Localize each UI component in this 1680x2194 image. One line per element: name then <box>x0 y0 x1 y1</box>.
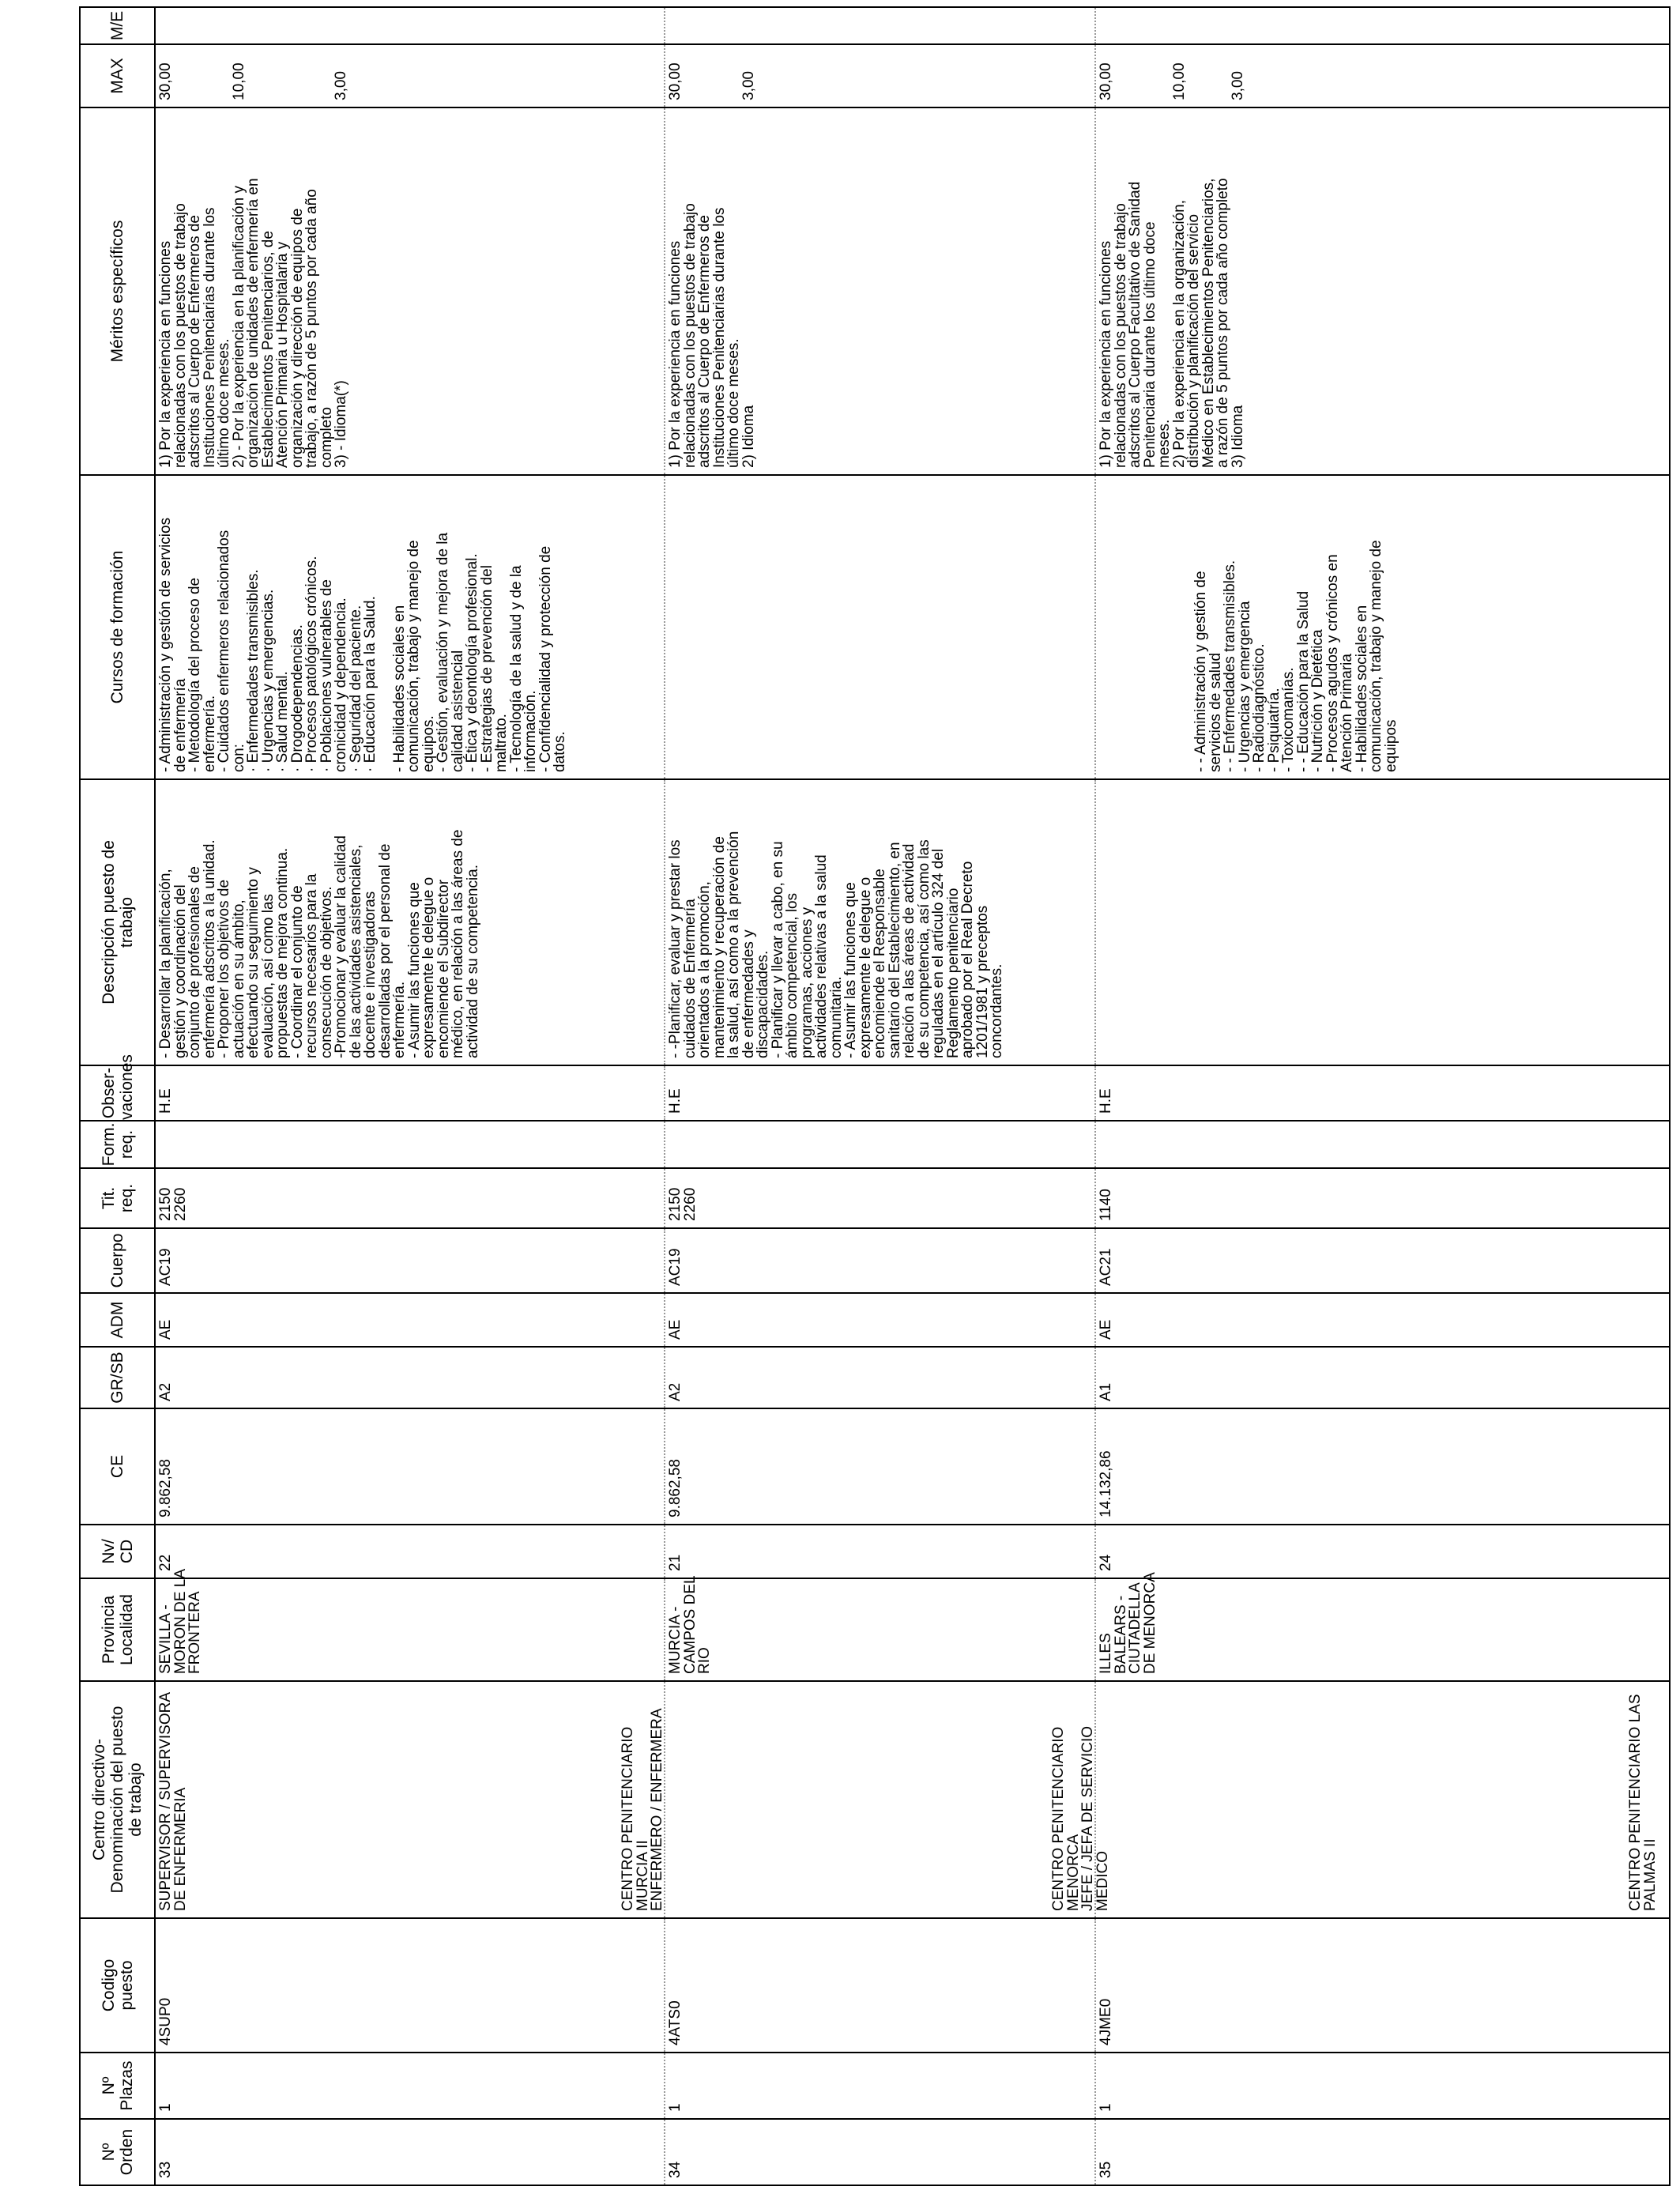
text-line: información. <box>522 690 539 772</box>
text-line: Tit. <box>99 1186 118 1210</box>
text-line: 1) Por la experiencia en funciones <box>157 240 174 468</box>
cell-provincia <box>1095 1572 1670 1681</box>
cell-ce: 14.132,86 <box>1095 1408 1670 1525</box>
spacer <box>1158 51 1173 100</box>
cell-obs: H.E <box>155 1065 665 1121</box>
text-line: adscritos al Cuerpo Facultativo de Sanidad <box>1127 181 1143 468</box>
col-tit <box>80 1168 155 1228</box>
text-line: MENORCA <box>1064 1834 1082 1911</box>
text-line: relacionadas con los puestos de trabajo <box>171 203 189 468</box>
cell-codigo: 4ATS0 <box>665 1918 1095 2053</box>
max-value: 3,00 <box>740 71 757 100</box>
cell-nivel: 22 <box>155 1525 665 1578</box>
text-line: discapacidades. <box>755 950 771 1058</box>
text-line: Penitenciaria durante los último doce <box>1141 221 1158 468</box>
text-line: reguladas en el artículo 324 del <box>930 848 947 1058</box>
text-line: sanitario del Establecimiento, en <box>886 842 903 1058</box>
text-line: FRONTERA <box>186 1591 203 1674</box>
text-line: 2) Idioma <box>740 405 757 468</box>
text-line: · Seguridad del paciente. <box>347 605 364 772</box>
text-line: Codigo <box>99 1958 118 2012</box>
cell-provincia <box>665 1575 1095 1681</box>
text-line: de las actividades asistenciales, <box>347 844 364 1058</box>
text-line: ILLES <box>1098 1633 1114 1674</box>
centro-header <box>1052 1688 1081 1911</box>
spacer <box>684 51 699 100</box>
text-line: - Proponer los objetivos de <box>216 879 232 1058</box>
cell-descripcion <box>665 779 1095 1065</box>
cell-ce: 9.862,58 <box>155 1408 665 1525</box>
cell-centro <box>620 1681 1095 1918</box>
text-line: - Gestión, evaluación y mejora de la <box>435 532 451 772</box>
table-row <box>155 7 665 2185</box>
text-line: 2150 <box>157 1187 174 1221</box>
puestos-table <box>79 6 1671 2186</box>
text-line: SUPERVISOR / SUPERVISORA <box>157 1692 174 1911</box>
text-line: servicios de salud <box>1207 652 1224 772</box>
col-obs <box>80 1054 155 1121</box>
col-max <box>80 44 155 107</box>
max-value: 3,00 <box>333 71 349 100</box>
max-value: 10,00 <box>230 62 247 100</box>
text-line: propuestas de mejora continua. <box>274 847 291 1058</box>
text-line: meses. <box>1156 419 1173 468</box>
text-line: · Procesos patológicos crónicos. <box>303 556 320 772</box>
text-line: · Urgencias y emergencias. <box>259 589 277 772</box>
text-line: vaciones <box>117 1054 136 1120</box>
cell-meritos <box>155 107 665 475</box>
cell-plazas: 1 <box>1095 2053 1670 2119</box>
text-line: Plazas <box>117 2060 136 2111</box>
text-line: adscritos al Cuerpo de Enfermeros de <box>186 215 203 468</box>
max-value: 10,00 <box>1170 62 1188 100</box>
spacer <box>698 51 713 100</box>
text-line: - Tecnología de la salud y de la <box>507 565 525 772</box>
cell-adm: AE <box>665 1293 1095 1347</box>
rotated-table-container <box>79 8 1667 2186</box>
cell-grsb: A1 <box>1095 1347 1670 1408</box>
text-line: de enfermedades y <box>740 929 757 1058</box>
spacer <box>247 51 262 100</box>
text-line: Form. <box>99 1122 118 1167</box>
cell-cursos <box>665 475 1095 779</box>
text-line: relacionadas con los puestos de trabajo <box>1112 203 1129 468</box>
text-line: CAMPOS DEL <box>681 1575 699 1674</box>
text-line: M/E <box>108 10 126 41</box>
spacer <box>1128 51 1143 100</box>
text-line: organización de unidades de enfermería en <box>245 178 262 468</box>
text-line: trabajo <box>117 896 136 948</box>
cell-orden: 34 <box>665 2119 1095 2185</box>
spacer <box>1216 51 1231 100</box>
text-line: orientados a la promoción, <box>696 881 713 1058</box>
text-line: puesto <box>117 1960 136 2011</box>
text-line: a razón de 5 puntos por cada año completo <box>1215 178 1231 468</box>
text-line: consecución de objetivos. <box>318 886 335 1058</box>
cell-me <box>155 7 665 44</box>
text-line: 2260 <box>171 1187 189 1221</box>
cell-max <box>155 44 665 107</box>
header-row <box>80 7 155 2185</box>
text-line: Provincia <box>99 1595 118 1664</box>
spacer <box>276 51 291 100</box>
col-adm <box>80 1293 155 1347</box>
cell-tit <box>155 1168 665 1228</box>
text-line: MORON DE LA <box>171 1568 189 1674</box>
col-form <box>80 1121 155 1168</box>
text-line: SEVILLA - <box>157 1604 174 1674</box>
text-line: Descripción puesto de <box>99 840 118 1005</box>
text-line: último doce meses. <box>216 338 232 468</box>
cell-ce: 9.862,58 <box>665 1408 1095 1525</box>
text-line: médico, en relación a las áreas de <box>450 829 466 1058</box>
text-line: - Toxicomanías. <box>1280 667 1297 772</box>
text-line: CENTRO PENITENCIARIO <box>620 1726 636 1911</box>
text-line: enfermería. <box>201 695 218 772</box>
text-line: Atención Primaria u Hospitalaria y <box>274 241 291 468</box>
text-line: - Habilidades sociales en <box>390 605 408 772</box>
text-line: comunitaria. <box>827 976 845 1058</box>
table-row <box>1095 7 1670 2185</box>
text-line: 2150 <box>667 1187 684 1221</box>
text-line: - - Enfermedades transmisibles. <box>1222 560 1238 772</box>
text-line: equipos. <box>420 715 437 772</box>
text-line: PALMAS II <box>1641 1838 1659 1911</box>
text-line: Instituciones Penitenciarias durante los <box>201 207 218 468</box>
cell-me <box>665 7 1095 44</box>
cell-grsb: A2 <box>155 1347 665 1408</box>
text-line: encomiende el Responsable <box>872 869 888 1058</box>
text-line: expresamente le delegue o <box>420 876 437 1058</box>
text-line: MURCIA II <box>634 1840 651 1911</box>
col-nivel <box>80 1525 155 1578</box>
cell-orden: 35 <box>1095 2119 1670 2185</box>
text-line: Localidad <box>117 1594 136 1665</box>
text-line: CD <box>117 1539 136 1564</box>
cell-descripcion <box>155 779 665 1065</box>
text-line: 3) - Idioma(*) <box>333 380 349 468</box>
cell-orden: 33 <box>155 2119 665 2185</box>
text-line: - Confidencialidad y protección de <box>537 545 554 772</box>
max-value: 3,00 <box>1229 71 1246 100</box>
col-centro <box>80 1681 155 1918</box>
col-cursos <box>80 475 155 779</box>
cell-max <box>665 44 1095 107</box>
spacer <box>727 51 742 100</box>
text-line: · Salud mental. <box>274 671 291 772</box>
cell-me <box>1095 7 1670 44</box>
spacer <box>217 51 232 100</box>
col-meritos <box>80 107 155 475</box>
text-line: mantenimiento y recuperación de <box>710 836 728 1058</box>
text-line: - Desarrollar la planificación, <box>157 869 174 1058</box>
cell-nivel: 24 <box>1095 1525 1670 1578</box>
text-line: enfermería adscritos a la unidad. <box>201 839 218 1058</box>
text-line: programas, acciones y <box>798 907 816 1058</box>
max-value: 30,00 <box>157 62 174 100</box>
text-line: - Habilidades sociales en <box>1353 605 1370 772</box>
text-line: -Promocionar y evaluar la calidad <box>333 835 349 1058</box>
text-line: - Asumir las funciones que <box>405 882 423 1058</box>
text-line: de trabajo <box>126 1762 145 1837</box>
text-line: Orden <box>117 2128 136 2176</box>
text-line: completo <box>318 406 335 468</box>
cell-plazas: 1 <box>155 2053 665 2119</box>
spacer <box>305 51 320 100</box>
col-grsb <box>80 1347 155 1408</box>
text-line: · Educación para la Salud. <box>362 596 379 772</box>
text-line <box>379 482 393 772</box>
text-line: MURCIA - <box>667 1606 684 1674</box>
spacer <box>291 51 306 100</box>
col-orden <box>80 2119 155 2185</box>
cell-meritos <box>665 107 1095 475</box>
spacer <box>203 51 218 100</box>
text-line: - Planificar y llevar a cabo, en su <box>769 841 786 1058</box>
cell-adm: AE <box>155 1293 665 1347</box>
text-line: · Drogodependencias. <box>288 624 306 772</box>
cell-codigo: 4SUP0 <box>155 1918 665 2053</box>
text-line: último doce meses. <box>725 338 742 468</box>
text-line: MEDICO <box>1094 1851 1111 1911</box>
text-line: - Asumir las funciones que <box>842 882 859 1058</box>
col-cuerpo <box>80 1228 155 1293</box>
text-line: ámbito competencial, los <box>784 892 800 1058</box>
col-ce <box>80 1408 155 1525</box>
text-line: 1140 <box>1098 1189 1114 1221</box>
text-line: efectuando su seguimiento y <box>245 867 262 1058</box>
text-line: organización y dirección de equipos de <box>288 208 306 468</box>
text-line: 2) - Por la experiencia en la planificación y <box>230 186 247 468</box>
text-line: calidad asistencial <box>449 650 466 772</box>
text-line: Centro directivo- <box>90 1738 108 1861</box>
text-line: adscritos al Cuerpo de Enfermeros de <box>696 215 713 468</box>
text-line: GR/SB <box>108 1351 126 1404</box>
text-line: Obser- <box>99 1067 118 1119</box>
text-line: · Enfermedades transmisibles. <box>245 569 262 772</box>
cell-codigo: 4JME0 <box>1095 1918 1670 2053</box>
cell-form <box>155 1121 665 1168</box>
text-line: la salud, así como a la prevención <box>725 831 742 1058</box>
text-line: de su competencia, así como las <box>915 839 932 1058</box>
text-line: cronicidad y dependencia. <box>333 598 349 772</box>
cell-descripcion <box>1095 779 1670 1065</box>
text-line: CENTRO PENITENCIARIO <box>1050 1726 1067 1911</box>
text-line: distribución y planificación del servicio <box>1185 213 1202 468</box>
text-line: trabajo, a razón de 5 puntos por cada año <box>303 189 320 468</box>
text-line: JEFE / JEFA DE SERVICIO <box>1079 1725 1096 1911</box>
text-line: relacionadas con los puestos de trabajo <box>681 203 699 468</box>
text-line: - Administración y gestión de servicios <box>157 517 174 772</box>
cell-meritos <box>1095 107 1670 475</box>
col-plazas <box>80 2053 155 2119</box>
cell-cursos <box>155 475 665 779</box>
text-line: actuación en su ámbito, <box>230 899 247 1058</box>
text-line: CE <box>108 1454 126 1479</box>
spacer <box>713 51 728 100</box>
text-line: evaluación, así como las <box>259 893 277 1058</box>
text-line: actividad de su competencia. <box>464 864 481 1058</box>
text-line: BALEARS - <box>1112 1595 1129 1674</box>
text-line: CENTRO PENITENCIARIO LAS <box>1627 1694 1644 1911</box>
max-value: 30,00 <box>667 62 684 100</box>
text-line: 2260 <box>681 1187 699 1221</box>
cell-form <box>1095 1121 1670 1168</box>
text-line: equipos <box>1382 719 1399 772</box>
text-line: Cuerpo <box>108 1233 126 1288</box>
cell-tit <box>665 1168 1095 1228</box>
cell-obs: H.E <box>665 1065 1095 1121</box>
cell-centro <box>1050 1681 1670 1918</box>
text-line: Méritos específicos <box>108 220 126 363</box>
text-line: - Urgencias y emergencia <box>1236 601 1253 772</box>
text-line: 1) Por la experiencia en funciones <box>1098 240 1114 468</box>
text-line: con: <box>230 744 247 772</box>
text-line: recursos necesarios para la <box>303 873 320 1058</box>
text-line: 2) Por la experiencia en la organización, <box>1170 199 1188 468</box>
text-line: DE ENFERMERIA <box>171 1787 189 1911</box>
cell-cursos <box>1095 475 1670 779</box>
cell-adm: AE <box>1095 1293 1670 1347</box>
col-me <box>80 7 155 44</box>
cell-max <box>1095 44 1670 107</box>
cell-centro <box>155 1681 665 1918</box>
text-line: req. <box>117 1183 136 1213</box>
text-line: Médico en Establecimientos Penitenciarios, <box>1200 178 1217 468</box>
text-line: gestión y coordinación del <box>171 884 189 1058</box>
text-line: actividades relativas a la salud <box>813 854 830 1058</box>
spacer <box>1187 51 1202 100</box>
col-descripcion <box>80 779 155 1065</box>
text-line: Cursos de formación <box>108 550 126 704</box>
text-line: cuidados de Enfermería <box>681 899 699 1058</box>
col-codigo <box>80 1918 155 2053</box>
spacer <box>188 51 203 100</box>
text-line: concordantes. <box>989 963 1005 1058</box>
text-line: datos. <box>552 731 568 772</box>
text-line: - Psiquiatría. <box>1265 688 1283 772</box>
cell-grsb: A2 <box>665 1347 1095 1408</box>
text-line: docente e investigadoras <box>362 891 379 1058</box>
table-row <box>665 7 1095 2185</box>
col-provincia <box>80 1578 155 1681</box>
spacer <box>1202 51 1217 100</box>
next-centro-header <box>1629 1695 1658 1912</box>
text-line: Establecimientos Penitenciarios, de <box>259 231 277 468</box>
cell-obs: H.E <box>1095 1065 1670 1121</box>
text-line: - - Educación para la Salud <box>1294 590 1312 772</box>
text-line: MAX <box>108 58 126 94</box>
text-line: 1201/1981 y preceptos <box>974 905 991 1058</box>
text-line: de enfermería <box>171 678 189 772</box>
text-line: enfermería. <box>391 981 408 1058</box>
text-line: relación a las áreas de actividad <box>901 843 917 1058</box>
text-line: - Radiodiagnóstico. <box>1251 643 1268 772</box>
text-line: - - Administración y gestión de <box>1192 571 1209 772</box>
spacer <box>1143 51 1158 100</box>
text-line: DE MENORCA <box>1141 1572 1158 1674</box>
text-line: ADM <box>108 1301 126 1339</box>
text-line: Instituciones Penitenciarias durante los <box>710 207 728 468</box>
cell-cuerpo: AC21 <box>1095 1228 1670 1293</box>
text-line: ENFERMERO / ENFERMERA <box>649 1708 665 1911</box>
text-line: - Ética y deontología profesional. <box>464 553 480 772</box>
cell-form <box>665 1121 1095 1168</box>
text-line: RIO <box>696 1647 713 1674</box>
text-line: maltrato. <box>493 714 510 772</box>
text-line: Denominación del puesto <box>108 1706 126 1894</box>
text-line: 3) Idioma <box>1229 405 1246 468</box>
spacer <box>262 51 277 100</box>
text-line: Nv/ <box>99 1539 118 1564</box>
text-line: CIUTADELLA <box>1127 1582 1143 1674</box>
text-line: Nº <box>99 2143 118 2162</box>
text-line: 1) Por la experiencia en funciones <box>667 240 684 468</box>
text-line: Atención Primaria <box>1339 654 1355 772</box>
cell-cuerpo: AC19 <box>155 1228 665 1293</box>
text-line: Nº <box>99 2076 118 2095</box>
text-line: - Nutrición y Dietética <box>1309 629 1326 772</box>
cell-provincia <box>155 1568 665 1681</box>
cell-tit <box>1095 1168 1670 1228</box>
text-line: - Estrategias de prevención del <box>478 565 495 772</box>
text-line: - Cuidados enfermeros relacionados <box>216 530 232 772</box>
text-line: req. <box>117 1129 136 1159</box>
text-line: desarrolladas por el personal de <box>376 843 394 1058</box>
text-line: conjunto de profesionales de <box>186 866 203 1058</box>
text-line: · Poblaciones vulnerables de <box>318 579 335 772</box>
spacer <box>1114 51 1129 100</box>
text-line: - Metodología del proceso de <box>186 577 203 772</box>
centro-header <box>621 1688 650 1911</box>
text-line: - -Planificar, evaluar y prestar los <box>667 839 684 1058</box>
spacer <box>174 51 189 100</box>
text-line: comunicación, trabajo y manejo de <box>405 540 422 772</box>
text-line: Reglamento penitenciario <box>944 888 962 1058</box>
text-line: encomiende el Subdirector <box>435 879 452 1058</box>
text-line: comunicación, trabajo y manejo de <box>1368 540 1384 772</box>
text-line: - Procesos agudos y crónicos en <box>1324 554 1341 772</box>
cell-plazas: 1 <box>665 2053 1095 2119</box>
text-line: aprobado por el Real Decreto <box>959 861 976 1058</box>
cell-nivel: 21 <box>665 1525 1095 1578</box>
cell-cuerpo: AC19 <box>665 1228 1095 1293</box>
text-line: expresamente le delegue o <box>857 876 874 1058</box>
text-line: - Coordinar el conjunto de <box>288 885 306 1058</box>
max-value: 30,00 <box>1098 62 1114 100</box>
